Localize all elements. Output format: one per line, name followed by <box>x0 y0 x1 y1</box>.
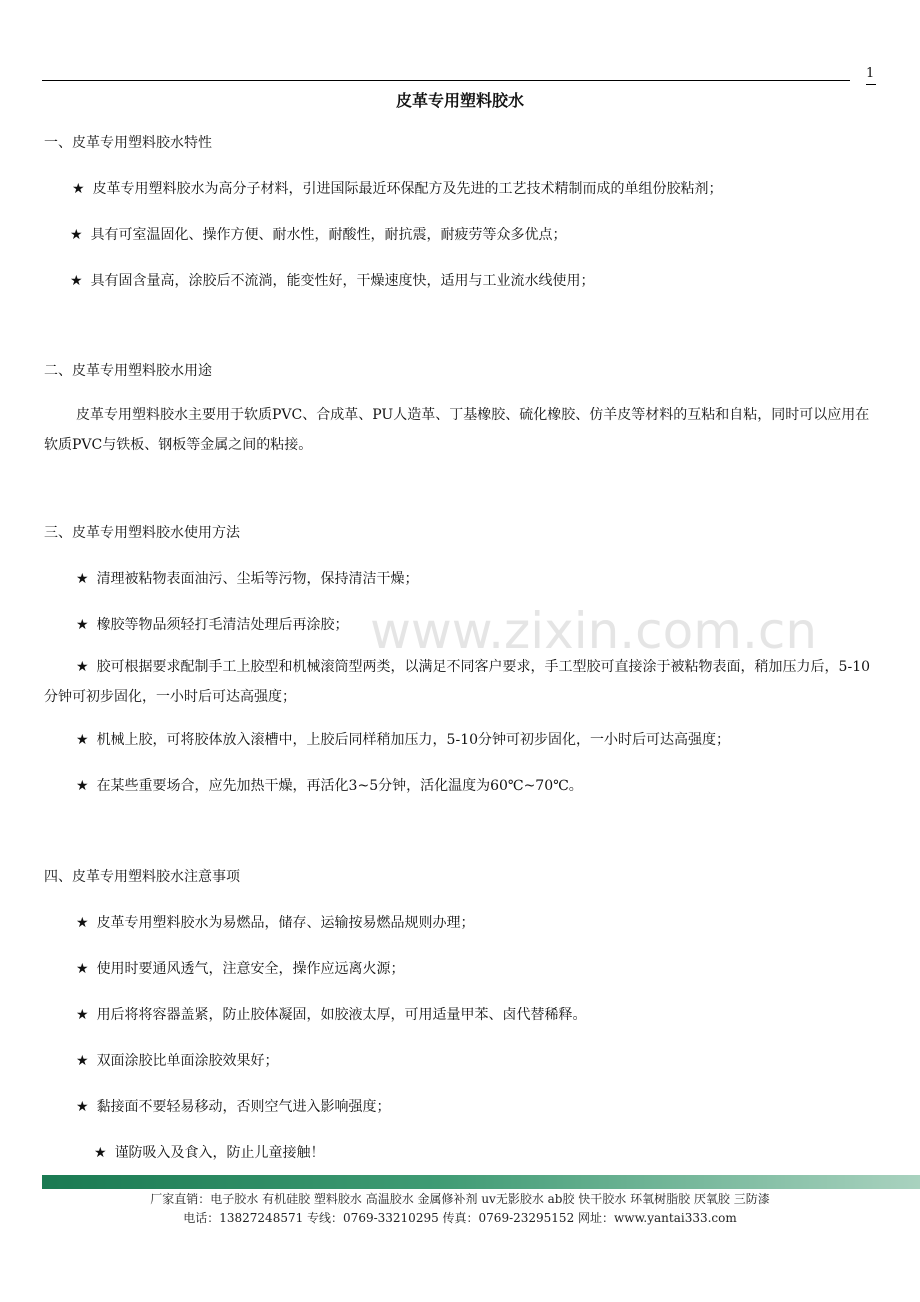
star-icon: ★ <box>70 273 83 289</box>
list-item: ★ 在某些重要场合，应先加热干燥，再活化3~5分钟，活化温度为60℃~70℃。 <box>76 778 583 794</box>
list-item: ★ 皮革专用塑料胶水为高分子材料，引进国际最近环保配方及先进的工艺技术精制而成的单组份胶粘剂； <box>72 181 723 197</box>
document-title: 皮革专用塑料胶水 <box>395 91 524 110</box>
list-item: ★ 具有固含量高，涂胶后不流淌，能变性好，干燥速度快，适用与工业流水线使用； <box>70 273 595 289</box>
footer-products: 厂家直销：电子胶水 有机硅胶 塑料胶水 高温胶水 金属修补剂 uv无影胶水 ab胶 快干胶水 环氧树脂胶 厌氧胶 三防漆 <box>150 1192 770 1206</box>
star-icon: ★ <box>70 227 83 243</box>
page-number: 1 <box>866 66 875 81</box>
star-icon: ★ <box>76 1099 89 1115</box>
page-number-underline <box>866 84 876 85</box>
list-item: ★ 具有可室温固化、操作方便、耐水性，耐酸性，耐抗震，耐疲劳等众多优点； <box>70 227 567 243</box>
footer-bar <box>42 1175 920 1189</box>
list-item: ★ 机械上胶，可将胶体放入滚槽中，上胶后同样稍加压力，5-10分钟可初步固化，一小时后可达高强度； <box>76 732 731 748</box>
star-icon: ★ <box>76 732 89 748</box>
list-item: ★ 双面涂胶比单面涂胶效果好； <box>76 1053 279 1069</box>
list-item: ★ 谨防吸入及食入，防止儿童接触！ <box>94 1145 325 1161</box>
star-icon: ★ <box>76 1053 89 1069</box>
star-icon: ★ <box>72 181 85 197</box>
section-heading-4: 四、皮革专用塑料胶水注意事项 <box>44 869 240 885</box>
header-rule <box>42 80 850 81</box>
list-item-wrapped: ★ 胶可根据要求配制手工上胶型和机械滚筒型两类，以满足不同客户要求，手工型胶可直接涂于被粘物表面，稍加压力后，5-10分钟可初步固化，一小时后可达高强度； <box>44 659 871 705</box>
list-item: ★ 橡胶等物品须轻打毛清洁处理后再涂胶； <box>76 617 349 633</box>
list-item: ★ 用后将将容器盖紧，防止胶体凝固，如胶液太厚，可用适量甲苯、卤代替稀释。 <box>76 1007 587 1023</box>
usage-paragraph: 皮革专用塑料胶水主要用于软质PVC、合成革、PU人造革、丁基橡胶、硫化橡胶、仿羊皮等材料的互粘和自粘，同时可以应用在软质PVC与铁板、钢板等金属之间的粘接。 <box>44 407 870 453</box>
list-item: ★ 皮革专用塑料胶水为易燃品，储存、运输按易燃品规则办理； <box>76 915 475 931</box>
star-icon: ★ <box>76 1007 89 1023</box>
star-icon: ★ <box>76 617 89 633</box>
footer-contact: 电话：13827248571 专线：0769-33210295 传真：0769-23295152 网址：www.yantai333.com <box>183 1211 737 1225</box>
list-item: ★ 使用时要通风透气，注意安全，操作应远离火源； <box>76 961 405 977</box>
star-icon: ★ <box>76 915 89 931</box>
star-icon: ★ <box>76 961 89 977</box>
section-heading-1: 一、皮革专用塑料胶水特性 <box>44 135 212 151</box>
section-heading-2: 二、皮革专用塑料胶水用途 <box>44 363 212 379</box>
list-item: ★ 黏接面不要轻易移动，否则空气进入影响强度； <box>76 1099 391 1115</box>
star-icon: ★ <box>76 659 89 675</box>
section-heading-3: 三、皮革专用塑料胶水使用方法 <box>44 525 240 541</box>
star-icon: ★ <box>76 571 89 587</box>
star-icon: ★ <box>76 778 89 794</box>
star-icon: ★ <box>94 1145 107 1161</box>
list-item: ★ 清理被粘物表面油污、尘垢等污物，保持清洁干燥； <box>76 571 419 587</box>
watermark: www.zixin.com.cn <box>370 602 818 660</box>
